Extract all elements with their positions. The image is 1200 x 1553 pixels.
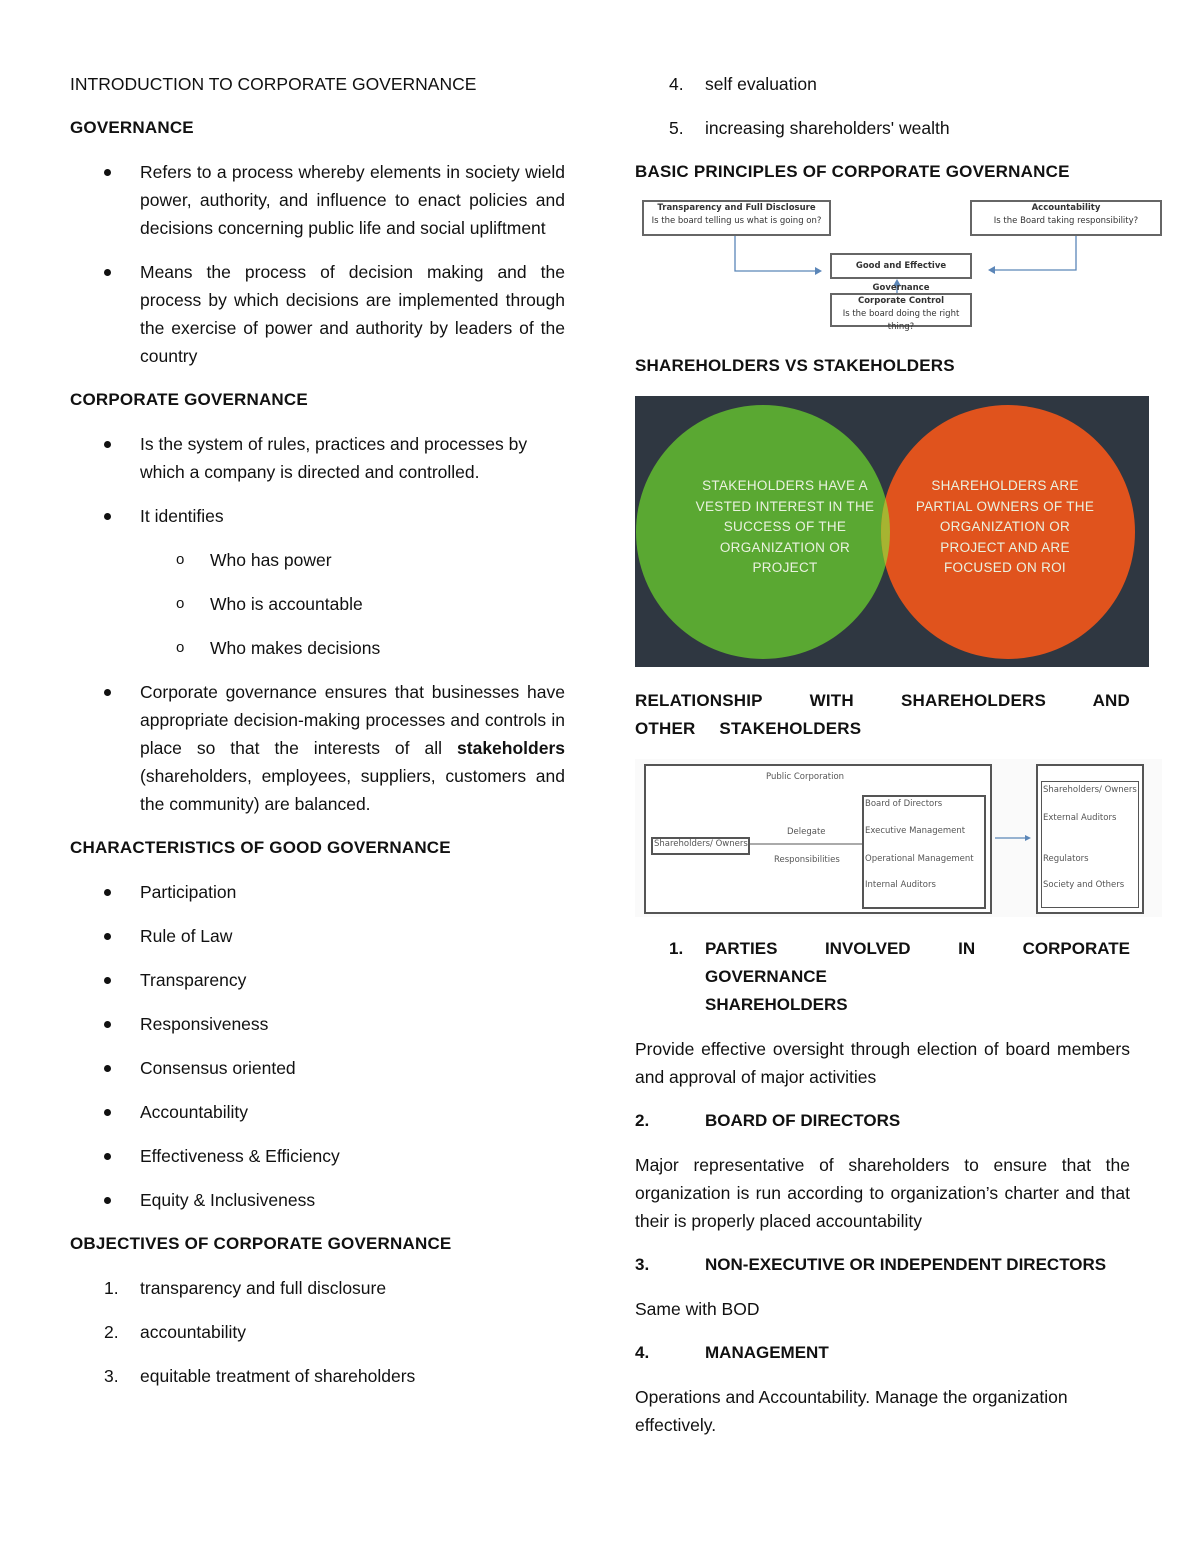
principles-heading: BASIC PRINCIPLES OF CORPORATE GOVERNANCE	[635, 162, 1070, 181]
list-item: It identifies	[70, 502, 565, 530]
management-heading: 4. MANAGEMENT	[635, 1343, 829, 1362]
inner-box	[862, 795, 986, 909]
list-item: 1. transparency and full disclosure	[104, 1278, 387, 1298]
good-governance-box: Good and Effective Governance	[830, 253, 972, 279]
transparency-box: Transparency and Full Disclosure Is the board telling us what is going on?	[642, 200, 831, 236]
list-item: Responsiveness	[70, 1010, 565, 1038]
bullet-icon	[104, 689, 111, 696]
stakeholders-text: STAKEHOLDERS HAVE A VESTED INTEREST IN THE SUCCESS OF THE ORGANIZATION OR PROJECT	[695, 478, 875, 575]
list-item: o Who is accountable	[70, 590, 565, 618]
bullet-icon	[104, 933, 111, 940]
management-text: Operations and Accountability. Manage the organization effectively.	[635, 1387, 1068, 1435]
list-item: Transparency	[70, 966, 565, 994]
objectives-heading: OBJECTIVES OF CORPORATE GOVERNANCE	[70, 1234, 452, 1253]
venn-heading: SHAREHOLDERS VS STAKEHOLDERS	[635, 356, 955, 375]
bullet-icon	[104, 1065, 111, 1072]
sub-bullet-icon: o	[176, 595, 185, 612]
list-item: Rule of Law	[70, 922, 565, 950]
objectives-list	[70, 1274, 565, 1390]
bullet-icon	[104, 169, 111, 176]
bullet-icon	[104, 1197, 111, 1204]
list-item: 5. increasing shareholders' wealth	[669, 118, 950, 138]
characteristics-list	[70, 878, 565, 1214]
objectives-list-cont	[635, 70, 1130, 142]
nonexec-text: Same with BOD	[635, 1299, 760, 1319]
corporate-governance-list	[70, 430, 565, 530]
list-item: o Who has power	[70, 546, 565, 574]
list-item: Means the process of decision making and the process by which decisions are implemented through the exercise of power and authority by leaders of the country	[70, 258, 565, 370]
list-item: Equity & Inclusiveness	[70, 1186, 565, 1214]
list-item: Participation	[70, 878, 565, 906]
governance-list	[70, 158, 565, 370]
left-column	[70, 70, 565, 1406]
corporate-governance-heading: CORPORATE GOVERNANCE	[70, 390, 308, 409]
bullet-icon	[104, 513, 111, 520]
principles-diagram	[635, 200, 1165, 330]
bullet-icon	[104, 889, 111, 896]
bullet-icon	[104, 269, 111, 276]
parties-text: Provide effective oversight through election of board members and approval of major activities	[635, 1039, 1130, 1087]
nonexec-heading: 3. NON-EXECUTIVE OR INDEPENDENT DIRECTORS	[635, 1255, 1107, 1274]
list-item: Is the system of rules, practices and processes by which a company is directed and controlled.	[70, 430, 565, 486]
bullet-icon	[104, 1109, 111, 1116]
list-item: 4. self evaluation	[669, 74, 817, 94]
board-heading: 2. BOARD OF DIRECTORS	[635, 1111, 901, 1130]
list-item: Consensus oriented	[70, 1054, 565, 1082]
list-item: 3. equitable treatment of shareholders	[104, 1366, 416, 1386]
corporate-control-box: Corporate Control Is the board doing the right thing?	[830, 293, 972, 327]
board-text: Major representative of shareholders to ensure that the organization is run according to organization’s charter and that their is properly placed accountability	[635, 1155, 1130, 1231]
list-item: Effectiveness & Efficiency	[70, 1142, 565, 1170]
list-item: Accountability	[70, 1098, 565, 1126]
identifies-sublist	[70, 546, 565, 662]
bullet-icon	[104, 977, 111, 984]
characteristics-heading: CHARACTERISTICS OF GOOD GOVERNANCE	[70, 838, 451, 857]
list-item: 2. accountability	[104, 1322, 247, 1342]
sub-bullet-icon: o	[176, 551, 185, 568]
list-item: Refers to a process whereby elements in society wield power, authority, and influence to enact policies and decisions concerning public life and social upliftment	[70, 158, 565, 242]
relationship-diagram: Public Corporation Shareholders/ Owners Delegate Responsibilities Board of Directors Executive Management Operational Management Internal Auditors Shareholders/ Owners External Auditors Regulators Society and Others	[635, 759, 1162, 917]
venn-diagram	[635, 396, 1149, 667]
corporate-governance-list-cont	[70, 678, 565, 818]
bullet-icon	[104, 441, 111, 448]
page-title: INTRODUCTION TO CORPORATE GOVERNANCE	[70, 74, 477, 94]
bullet-icon	[104, 1153, 111, 1160]
accountability-box: Accountability Is the Board taking responsibility?	[970, 200, 1162, 236]
right-column	[635, 70, 1139, 1439]
parties-heading: 1. PARTIES INVOLVED IN CORPORATE GOVERNANCE SHAREHOLDERS	[669, 939, 1130, 1014]
list-item: Corporate governance ensures that businesses have appropriate decision-making processes and controls in place so that the interests of all stakeholders (shareholders, employees, suppliers, customers and the community) are balanced.	[70, 678, 565, 818]
relationship-heading: RELATIONSHIP WITH SHAREHOLDERS AND OTHER STAKEHOLDERS	[635, 691, 1130, 738]
bullet-icon	[104, 1021, 111, 1028]
governance-heading: GOVERNANCE	[70, 118, 194, 137]
shareholders-text: SHAREHOLDERS ARE PARTIAL OWNERS OF THE ORGANIZATION OR PROJECT AND ARE FOCUSED ON ROI	[915, 478, 1095, 575]
sub-bullet-icon: o	[176, 639, 185, 656]
list-item: o Who makes decisions	[70, 634, 565, 662]
